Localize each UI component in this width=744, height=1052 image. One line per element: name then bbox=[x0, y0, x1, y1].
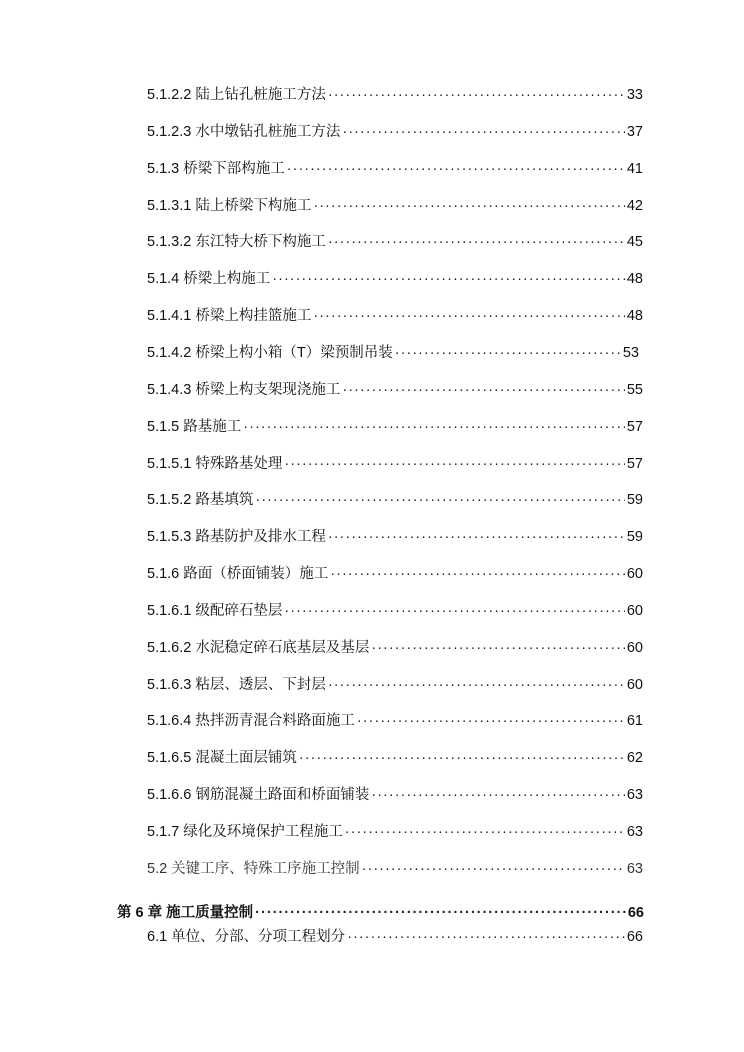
toc-entry-label: 5.1.6.1 级配碎石垫层 bbox=[147, 603, 283, 619]
toc-entry-page: 48 bbox=[626, 308, 643, 324]
toc-entry-page: 37 bbox=[626, 124, 643, 140]
dot-leader bbox=[272, 270, 625, 288]
toc-entry-page: 62 bbox=[626, 750, 643, 766]
toc-entry-label: 5.1.6 路面（桥面铺装）施工 bbox=[147, 566, 329, 582]
dot-leader bbox=[371, 639, 624, 657]
toc-entry[interactable] bbox=[147, 491, 643, 509]
toc-entry-label: 5.1.7 绿化及环境保护工程施工 bbox=[147, 824, 343, 840]
toc-entry-label: 5.1.6.5 混凝土面层铺筑 bbox=[147, 750, 297, 766]
toc-entry[interactable] bbox=[147, 786, 643, 804]
toc-entry-page: 33 bbox=[626, 87, 643, 103]
toc-entry[interactable] bbox=[147, 712, 643, 730]
toc-chapter-entry[interactable] bbox=[117, 904, 644, 922]
toc-entry[interactable] bbox=[147, 676, 643, 694]
toc-entry[interactable] bbox=[147, 639, 643, 657]
toc-entry-page: 60 bbox=[626, 640, 643, 656]
toc-entry-label: 6.1 单位、分部、分项工程划分 bbox=[147, 929, 346, 945]
dot-leader bbox=[299, 749, 625, 767]
toc-entry[interactable] bbox=[147, 270, 643, 288]
toc-entry-page: 61 bbox=[626, 713, 643, 729]
dot-leader bbox=[330, 565, 625, 583]
toc-entry-label: 5.1.6.6 钢筋混凝土路面和桥面铺装 bbox=[147, 787, 370, 803]
toc-entry-label: 5.1.5.2 路基填筑 bbox=[147, 492, 254, 508]
toc-entry[interactable] bbox=[147, 565, 643, 583]
toc-entry-label: 5.1.6.3 粘层、透层、下封层 bbox=[147, 677, 326, 693]
toc-entry[interactable] bbox=[147, 160, 643, 178]
toc-entry[interactable] bbox=[147, 528, 643, 546]
toc-entry[interactable] bbox=[147, 749, 643, 767]
toc-entry[interactable] bbox=[147, 197, 643, 215]
toc-entry[interactable] bbox=[147, 860, 643, 878]
toc-entry[interactable] bbox=[147, 823, 643, 841]
dot-leader bbox=[328, 86, 625, 104]
toc-entry-label: 5.1.5.1 特殊路基处理 bbox=[147, 456, 283, 472]
toc-entry-page: 66 bbox=[626, 929, 643, 945]
toc-entry-page: 57 bbox=[626, 419, 643, 435]
toc-entry-label: 5.2 关键工序、特殊工序施工控制 bbox=[147, 861, 360, 877]
dot-leader bbox=[328, 233, 625, 251]
toc-entry-page: 59 bbox=[626, 492, 643, 508]
dot-leader bbox=[313, 197, 624, 215]
dot-leader bbox=[371, 786, 624, 804]
toc-entry-page: 53 bbox=[622, 345, 639, 361]
toc-entry-label: 第 6 章 施工质量控制 bbox=[117, 905, 254, 921]
dot-leader bbox=[313, 307, 624, 325]
toc-entry-page: 60 bbox=[626, 566, 643, 582]
toc-entry-label: 5.1.3 桥梁下部构施工 bbox=[147, 161, 285, 177]
dot-leader bbox=[347, 928, 625, 946]
toc-entry-page: 42 bbox=[626, 198, 643, 214]
toc-entry[interactable] bbox=[147, 86, 643, 104]
toc-entry[interactable] bbox=[147, 344, 639, 362]
toc-entry-label: 5.1.6.2 水泥稳定碎石底基层及基层 bbox=[147, 640, 370, 656]
toc-entry-page: 45 bbox=[626, 234, 643, 250]
dot-leader bbox=[328, 676, 625, 694]
toc-entry[interactable] bbox=[147, 233, 643, 251]
toc-entry[interactable] bbox=[147, 602, 643, 620]
toc-entry-label: 5.1.4.3 桥梁上构支架现浇施工 bbox=[147, 382, 341, 398]
toc-entry[interactable] bbox=[147, 455, 643, 473]
toc-entry-page: 63 bbox=[626, 824, 643, 840]
dot-leader bbox=[328, 528, 625, 546]
toc-entry-page: 66 bbox=[627, 905, 644, 921]
dot-leader bbox=[345, 823, 625, 841]
toc-entry-page: 60 bbox=[626, 603, 643, 619]
toc-entry-label: 5.1.6.4 热拌沥青混合料路面施工 bbox=[147, 713, 355, 729]
toc-entry-page: 60 bbox=[626, 677, 643, 693]
toc-entry-page: 55 bbox=[626, 382, 643, 398]
toc-entry-label: 5.1.3.2 东江特大桥下构施工 bbox=[147, 234, 326, 250]
toc-entry-label: 5.1.4.1 桥梁上构挂篮施工 bbox=[147, 308, 312, 324]
dot-leader bbox=[342, 381, 624, 399]
toc-entry-label: 5.1.4 桥梁上构施工 bbox=[147, 271, 271, 287]
toc-entry-label: 5.1.2.3 水中墩钻孔桩施工方法 bbox=[147, 124, 341, 140]
toc-entry[interactable] bbox=[147, 418, 643, 436]
toc-entry-page: 57 bbox=[626, 456, 643, 472]
dot-leader bbox=[395, 344, 621, 362]
toc-entry-label: 5.1.3.1 陆上桥梁下构施工 bbox=[147, 198, 312, 214]
dot-leader bbox=[357, 712, 625, 730]
toc-entry-label: 5.1.4.2 桥梁上构小箱（T）梁预制吊装 bbox=[147, 345, 393, 361]
toc-entry-label: 5.1.5.3 路基防护及排水工程 bbox=[147, 529, 326, 545]
dot-leader bbox=[243, 418, 625, 436]
dot-leader bbox=[284, 602, 624, 620]
toc-entry-label: 5.1.2.2 陆上钻孔桩施工方法 bbox=[147, 87, 326, 103]
toc-entry-page: 59 bbox=[626, 529, 643, 545]
toc-entry-label: 5.1.5 路基施工 bbox=[147, 419, 242, 435]
toc-entry[interactable] bbox=[147, 307, 643, 325]
toc-entry-page: 63 bbox=[626, 787, 643, 803]
toc-entry-page: 63 bbox=[626, 861, 643, 877]
dot-leader bbox=[284, 455, 624, 473]
dot-leader bbox=[342, 123, 624, 141]
toc-entry[interactable] bbox=[147, 381, 643, 399]
dot-leader bbox=[255, 904, 626, 922]
dot-leader bbox=[255, 491, 624, 509]
toc-entry[interactable] bbox=[147, 123, 643, 141]
toc-entry[interactable] bbox=[147, 928, 643, 946]
toc-entry-page: 48 bbox=[626, 271, 643, 287]
dot-leader bbox=[287, 160, 625, 178]
dot-leader bbox=[362, 860, 625, 878]
toc-entry-page: 41 bbox=[626, 161, 643, 177]
